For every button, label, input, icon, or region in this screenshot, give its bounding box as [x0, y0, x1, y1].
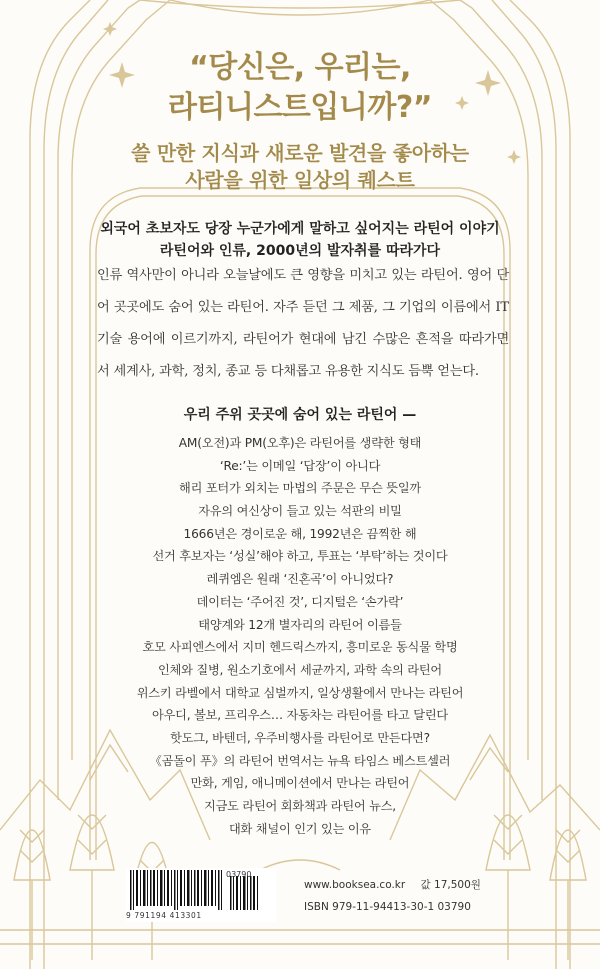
barcode-addon-number: 03790 [226, 870, 252, 879]
list-item: 위스키 라벨에서 대학교 심벌까지, 일상생활에서 만나는 라틴어 [136, 685, 464, 700]
isbn-number: ISBN 979-11-94413-30-1 03790 [304, 901, 471, 913]
list-item: AM(오전)과 PM(오후)은 라틴어를 생략한 형태 [178, 436, 422, 450]
list-item: ‘Re:’는 이메일 ‘답장’이 아니다 [219, 458, 381, 473]
list-item: 데이터는 ‘주어진 것’, 디지털은 ‘손가락’ [196, 594, 404, 609]
publisher-info [304, 874, 481, 918]
list-item: 《곰돌이 푸》의 라틴어 번역서는 뉴욕 타임스 베스트셀러 [149, 753, 451, 768]
list-item: 호모 사피엔스에서 지미 헨드릭스까지, 흥미로운 동식물 학명 [142, 640, 458, 655]
list-item: 태양계와 12개 별자리의 라틴어 이름들 [198, 617, 402, 632]
latin-topics-list [0, 432, 600, 840]
list-item: 지금도 라틴어 회화책과 라틴어 뉴스, [204, 799, 396, 813]
lead-line-2: 라틴어와 인류, 2000년의 발자취를 따라가다 [159, 243, 441, 259]
list-item: 레퀴엠은 원래 ‘진혼곡’이 아니었다? [206, 572, 394, 587]
barcode-bars [126, 868, 276, 912]
list-item: 핫도그, 바텐더, 우주비행사를 라틴어로 만든다면? [170, 730, 430, 745]
list-item: 선거 후보자는 ‘성실’해야 하고, 투표는 ‘부탁’하는 것이다 [152, 549, 448, 564]
lead-line-1: 외국어 초보자도 당장 누군가에게 말하고 싶어지는 라틴어 이야기 [100, 221, 500, 237]
list-item: 해리 포터가 외치는 마법의 주문은 무슨 뜻일까 [179, 481, 421, 496]
list-item: 아우디, 볼보, 프리우스… 자동차는 라틴어를 타고 달린다 [152, 708, 448, 723]
description-paragraph: 인류 역사만이 아니라 오늘날에도 큰 영향을 미치고 있는 라틴어. 영어 단어 곳곳에도 숨어 있는 라틴어. 자주 듣던 그 제품, 그 기업의 이름에서 IT 기술 용어에 이르기까지, 라틴어가 현대에 남긴 수많은 흔적을 따라가면서 세계사, 과학, 정치, 종교 등 다채롭고 유용한 지식도 듬뿍 얻는다. [97, 268, 509, 379]
section-title: 우리 주위 곳곳에 숨어 있는 라틴어 — [183, 407, 417, 423]
list-item: 1666년은 경이로운 해, 1992년은 끔찍한 해 [183, 526, 417, 541]
subheadline-line-1: 쓸 만한 지식과 새로운 발견을 좋아하는 [131, 141, 469, 165]
barcode-digits: 9 791194 413301 [126, 911, 202, 920]
headline-line-2: 라티니스트입니까?” [168, 90, 432, 125]
list-item: 만화, 게임, 애니메이션에서 만나는 라틴어 [190, 776, 410, 791]
publisher-website: www.booksea.co.kr [304, 879, 406, 891]
list-item: 자유의 여신상이 들고 있는 석판의 비밀 [198, 504, 402, 519]
list-item: 대화 채널이 인기 있는 이유 [228, 821, 371, 836]
list-item: 인체와 질병, 원소기호에서 세균까지, 과학 속의 라틴어 [157, 662, 442, 677]
headline-line-1: “당신은, 우리는, [189, 50, 411, 85]
book-price: 값 17,500원 [420, 879, 481, 891]
subheadline-line-2: 사람을 위한 일상의 퀘스트 [185, 168, 415, 192]
